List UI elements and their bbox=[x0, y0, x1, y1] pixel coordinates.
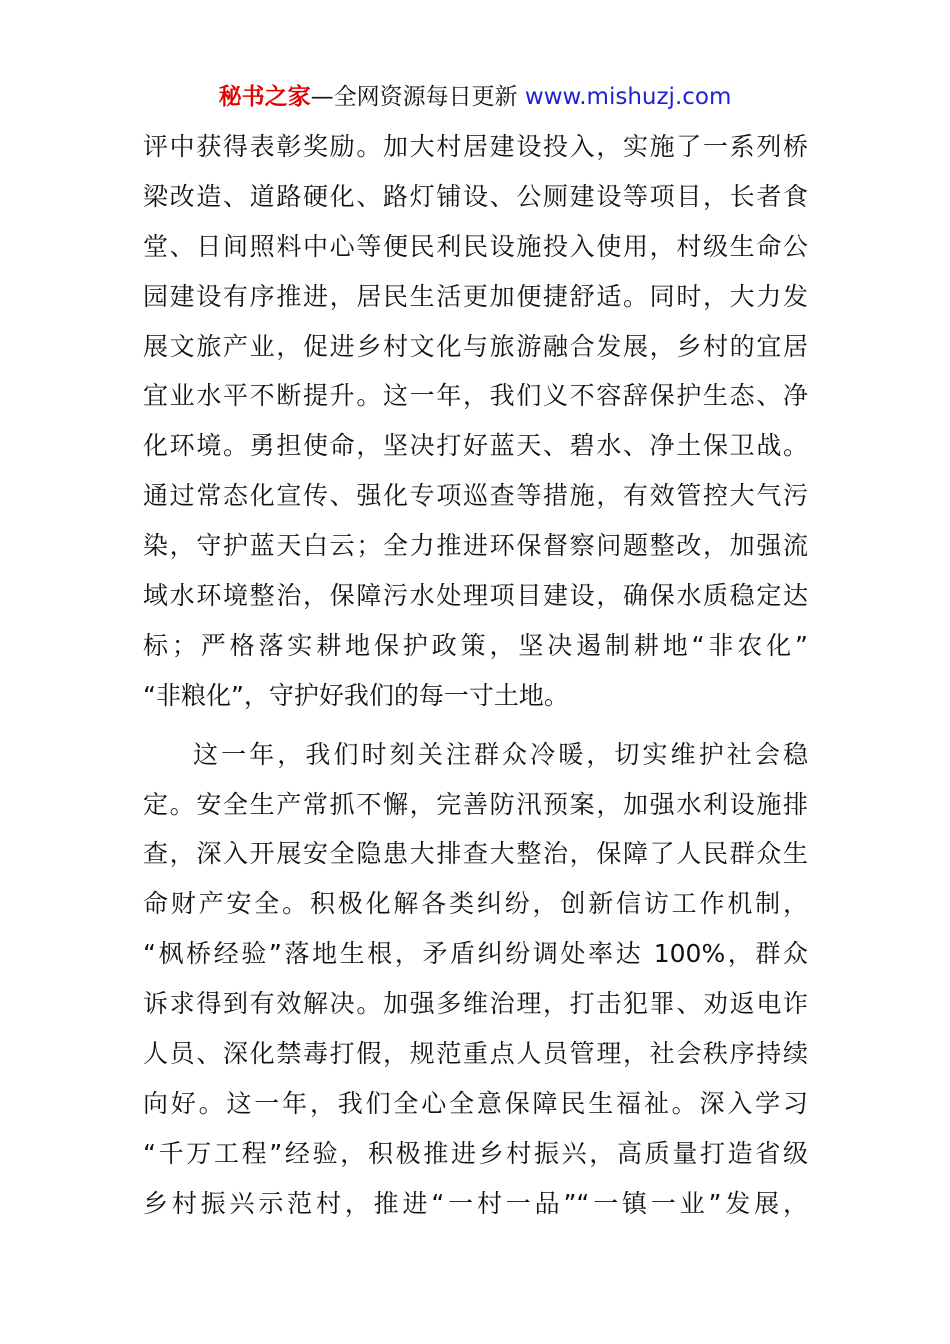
text-line: 化环境。勇担使命，坚决打好蓝天、碧水、净土保卫战。 bbox=[143, 431, 808, 461]
paragraph-gap bbox=[143, 721, 808, 730]
paragraph bbox=[143, 122, 808, 721]
text-line: “枫桥经验”落地生根，矛盾纠纷调处率达 100%，群众 bbox=[143, 939, 808, 969]
text-line: 域水环境整治，保障污水处理项目建设，确保水质稳定达 bbox=[143, 581, 808, 611]
text-line: 通过常态化宣传、强化专项巡查等措施，有效管控大气污 bbox=[143, 481, 808, 511]
text-line: “千万工程”经验，积极推进乡村振兴，高质量打造省级 bbox=[143, 1138, 808, 1168]
text-line: 这一年，我们时刻关注群众冷暖，切实维护社会稳 bbox=[193, 739, 808, 769]
text-line: 诉求得到有效解决。加强多维治理，打击犯罪、劝返电诈 bbox=[143, 989, 808, 1019]
text-line: 定。安全生产常抓不懈，完善防汛预案，加强水利设施排 bbox=[143, 789, 808, 819]
brand-name: 秘书之家 bbox=[218, 84, 311, 110]
text-line: 展文旅产业，促进乡村文化与旅游融合发展，乡村的宜居 bbox=[143, 331, 808, 361]
text-line: 宜业水平不断提升。这一年，我们义不容辞保护生态、净 bbox=[143, 381, 808, 411]
text-line: 向好。这一年，我们全心全意保障民生福祉。深入学习 bbox=[143, 1088, 808, 1118]
text-line: 染，守护蓝天白云；全力推进环保督察问题整改，加强流 bbox=[143, 531, 808, 561]
text-line: “非粮化”，守护好我们的每一寸土地。 bbox=[143, 680, 569, 710]
text-line: 评中获得表彰奖励。加大村居建设投入，实施了一系列桥 bbox=[143, 132, 808, 161]
header-tagline: —全网资源每日更新 bbox=[310, 84, 525, 110]
text-line: 乡村振兴示范村，推进“一村一品”“一镇一业”发展， bbox=[143, 1188, 808, 1218]
text-line: 梁改造、道路硬化、路灯铺设、公厕建设等项目，长者食 bbox=[143, 181, 808, 211]
page-header bbox=[0, 80, 950, 114]
text-line: 园建设有序推进，居民生活更加便捷舒适。同时，大力发 bbox=[143, 281, 808, 311]
text-line: 查，深入开展安全隐患大排查大整治，保障了人民群众生 bbox=[143, 839, 808, 869]
paragraph bbox=[143, 730, 808, 1229]
site-url[interactable]: www.mishuzj.com bbox=[524, 84, 732, 110]
text-line: 命财产安全。积极化解各类纠纷，创新信访工作机制， bbox=[143, 889, 808, 919]
text-line: 堂、日间照料中心等便民利民设施投入使用，村级生命公 bbox=[143, 231, 808, 261]
text-line: 标；严格落实耕地保护政策，坚决遏制耕地“非农化” bbox=[143, 630, 808, 660]
text-line: 人员、深化禁毒打假，规范重点人员管理，社会秩序持续 bbox=[143, 1039, 808, 1069]
document-body bbox=[143, 122, 808, 1229]
